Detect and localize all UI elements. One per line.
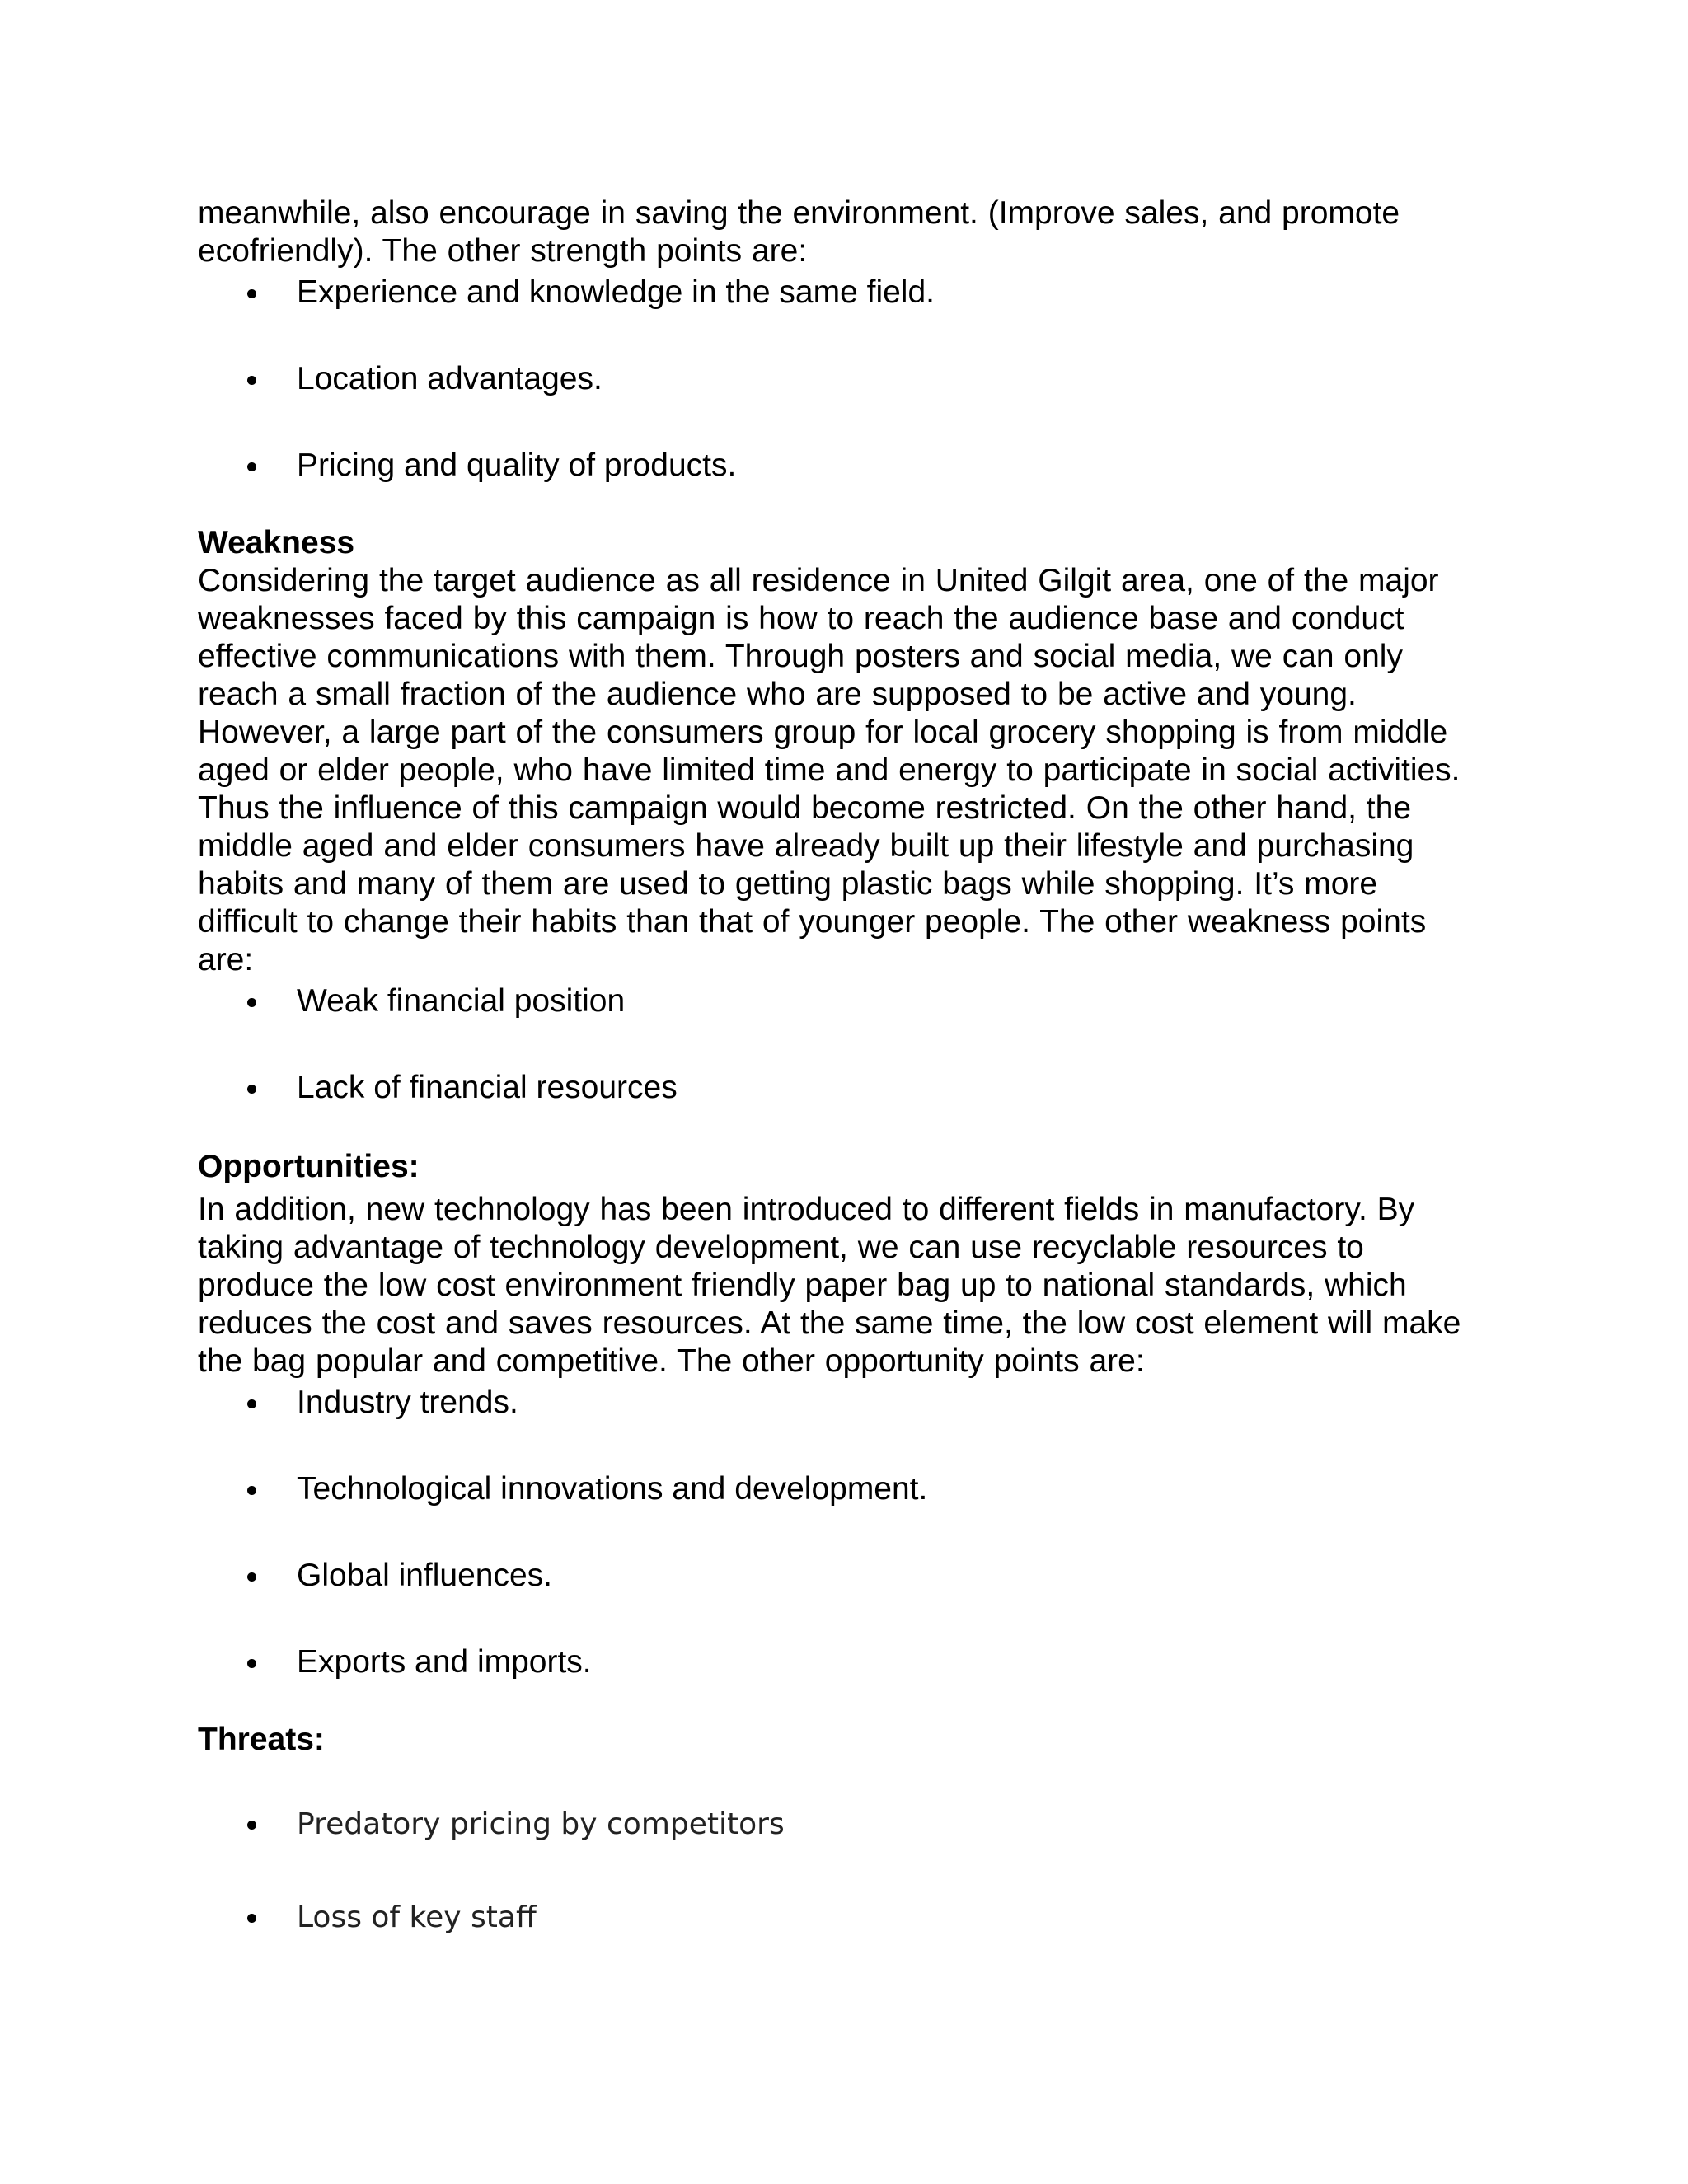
bullet-icon: [247, 1085, 256, 1094]
opportunities-paragraph: In addition, new technology has been introduced to different fields in manufactory. By taking advantage of technology development, we can use recyclable resources to produce the low cost environment friendly paper bag up to national standards, which reduces the cost and saves resources. At the same time, the low cost element will make the bag popular and competitive. The other opportunity points are:: [198, 1192, 1461, 1379]
bullet-icon: [247, 1914, 256, 1923]
bullet-icon: [247, 1659, 256, 1668]
bullet-icon: [247, 998, 256, 1007]
list-item: [198, 982, 1484, 1020]
bullet-icon: [247, 1486, 256, 1495]
list-item: [198, 274, 1484, 312]
list-item-text: Global influences.: [297, 1558, 553, 1593]
strengths-paragraph: meanwhile, also encourage in saving the environment. (Improve sales, and promote ecofriendly). The other strength points are:: [198, 195, 1400, 269]
list-item: [198, 1805, 1484, 1844]
list-item: [198, 1898, 1484, 1937]
bullet-icon: [247, 289, 256, 298]
list-item-text: Location advantages.: [297, 361, 603, 396]
list-item: [198, 1643, 1484, 1681]
threats-heading: Threats:: [198, 1722, 325, 1757]
list-item: [198, 1069, 1484, 1107]
bullet-icon: [247, 1572, 256, 1582]
weakness-heading: Weakness: [198, 525, 355, 560]
weakness-paragraph: Considering the target audience as all residence in United Gilgit area, one of the major weaknesses faced by this campaign is how to reach the audience base and conduct effective communications with them. Through posters and social media, we can only reach a small fraction of the audience who are supposed to be active and young. However, a large part of the consumers group for local grocery shopping is from middle aged or elder people, who have limited time and energy to participate in social activities. Thus the influence of this campaign would become restricted. On the other hand, the middle aged and elder consumers have already built up their lifestyle and purchasing habits and many of them are used to getting plastic bags while shopping. It’s more difficult to change their habits than that of younger people. The other weakness points are:: [198, 563, 1461, 977]
bullet-icon: [247, 462, 256, 471]
list-item-text: Predatory pricing by competitors: [297, 1807, 785, 1841]
list-item-text: Industry trends.: [297, 1385, 518, 1420]
list-item: [198, 360, 1484, 398]
document-body: [198, 194, 1484, 1937]
strengths-list: [198, 274, 1484, 485]
list-item: [198, 1470, 1484, 1508]
list-item-text: Loss of key staff: [297, 1900, 537, 1934]
bullet-icon: [247, 1821, 256, 1830]
weakness-list: [198, 982, 1484, 1107]
list-item: [198, 447, 1484, 485]
list-item: [198, 1384, 1484, 1422]
bullet-icon: [247, 1399, 256, 1408]
opportunities-list: [198, 1384, 1484, 1681]
list-item-text: Pricing and quality of products.: [297, 448, 737, 483]
list-item-text: Experience and knowledge in the same field.: [297, 274, 935, 310]
list-item-text: Exports and imports.: [297, 1644, 592, 1680]
list-item-text: Technological innovations and development.: [297, 1471, 928, 1507]
list-item: [198, 1557, 1484, 1595]
bullet-icon: [247, 376, 256, 385]
list-item-text: Weak financial position: [297, 983, 626, 1019]
list-item-text: Lack of financial resources: [297, 1070, 678, 1105]
opportunities-heading: Opportunities:: [198, 1149, 420, 1184]
threats-list: [198, 1805, 1484, 1937]
